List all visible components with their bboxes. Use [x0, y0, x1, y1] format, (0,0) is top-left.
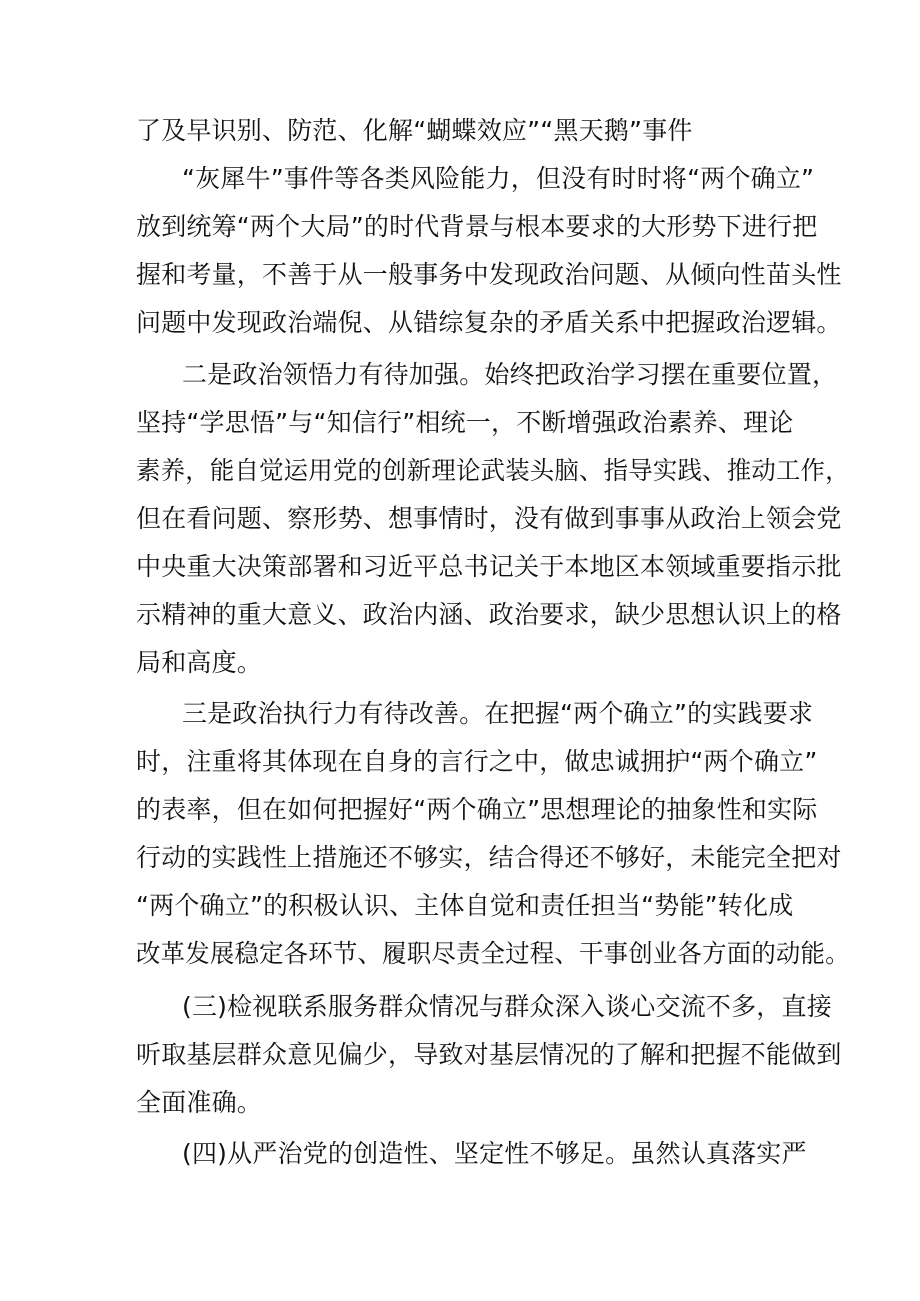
- text-line: 素养，能自觉运用党的创新理论武装头脑、指导实践、推动工作，: [136, 456, 850, 485]
- text-line: 行动的实践性上措施还不够实，结合得还不够好，未能完全把对: [136, 843, 842, 872]
- text-line: (四)从严治党的创造性、坚定性不够足。虽然认真落实严: [182, 1139, 807, 1168]
- text-line: 示精神的重大意义、政治内涵、政治要求，缺少思想认识上的格: [136, 600, 842, 629]
- text-line: 中央重大决策部署和习近平总书记关于本地区本领域重要指示批: [136, 552, 842, 581]
- text-line: (三)检视联系服务群众情况与群众深入谈心交流不多，直接: [182, 992, 832, 1021]
- text-line: 了及早识别、防范、化解“蝴蝶效应”“黑天鹅”事件: [136, 116, 693, 145]
- text-line: 放到统筹“两个大局”的时代背景与根本要求的大形势下进行把: [136, 212, 818, 241]
- text-line: 三是政治执行力有待改善。在把握“两个确立”的实践要求: [182, 699, 814, 728]
- text-line: 全面准确。: [136, 1088, 263, 1117]
- text-line: 的表率，但在如何把握好“两个确立”思想理论的抽象性和实际: [136, 795, 818, 824]
- text-line: “灰犀牛”事件等各类风险能力，但没有时时将“两个确立”: [182, 164, 815, 193]
- text-line: 但在看问题、察形势、想事情时，没有做到事事从政治上领会党: [136, 504, 842, 533]
- text-line: 听取基层群众意见偏少，导致对基层情况的了解和把握不能做到: [136, 1040, 842, 1069]
- text-line: 时，注重将其体现在自身的言行之中，做忠诚拥护“两个确立”: [136, 747, 818, 776]
- text-line: “两个确立”的积极认识、主体自觉和责任担当“势能”转化成: [136, 891, 794, 920]
- text-line: 握和考量，不善于从一般事务中发现政治问题、从倾向性苗头性: [136, 260, 842, 289]
- text-line: 问题中发现政治端倪、从错综复杂的矛盾关系中把握政治逻辑。: [136, 308, 842, 337]
- text-line: 局和高度。: [136, 648, 263, 677]
- text-line: 二是政治领悟力有待加强。始终把政治学习摆在重要位置，: [182, 360, 838, 389]
- text-line: 坚持“学思悟”与“知信行”相统一，不断增强政治素养、理论: [136, 408, 794, 437]
- text-line: 改革发展稳定各环节、履职尽责全过程、干事创业各方面的动能。: [136, 939, 850, 968]
